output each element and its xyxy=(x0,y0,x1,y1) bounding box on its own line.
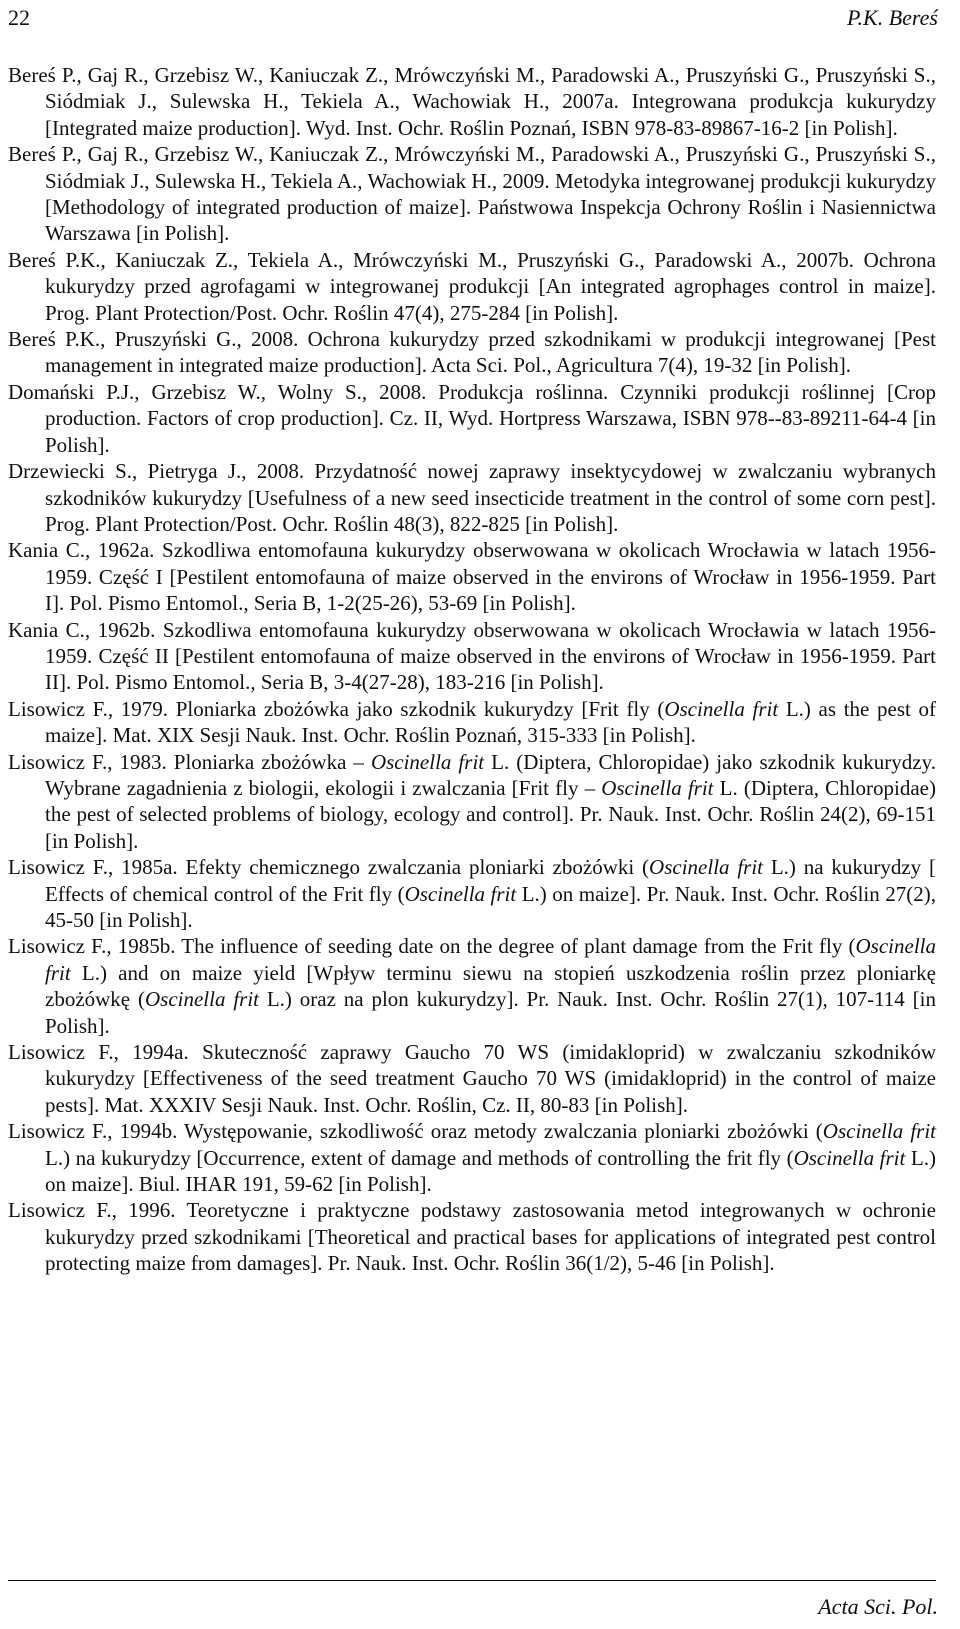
reference-item: Lisowicz F., 1985b. The influence of seeding date on the degree of plant damage from the Frit fly (Oscinella frit L.) and on maize yield [Wpływ terminu siewu na stopień uszkodzenia roślin przez ploniarkę zbożówkę (Oscinella frit L.) oraz na plon kukurydzy]. Pr. Nauk. Inst. Ochr. Roślin 27(1), 107-114 [in Polish]. xyxy=(8,934,936,1038)
reference-item: Bereś P.K., Kaniuczak Z., Tekiela A., Mrówczyński M., Pruszyński G., Paradowski A., 2007b. Ochrona kukurydzy przed agrofagami w integrowanej produkcji [An integrated agrophages control in maize]. Prog. Plant Protection/Post. Ochr. Roślin 47(4), 275-284 [in Polish]. xyxy=(8,247,936,325)
reference-list xyxy=(8,62,936,1277)
reference-item: Lisowicz F., 1994b. Występowanie, szkodliwość oraz metody zwalczania ploniarki zbożówki (Oscinella frit L.) na kukurydzy [Occurrence, extent of damage and methods of controlling the frit fly (Oscinella frit L.) on maize]. Biul. IHAR 191, 59-62 [in Polish]. xyxy=(8,1119,936,1197)
page-header xyxy=(8,0,938,36)
page-number: 22 xyxy=(8,5,30,30)
reference-item: Kania C., 1962b. Szkodliwa entomofauna kukurydzy obserwowana w okolicach Wrocławia w latach 1956-1959. Część II [Pestilent entomofauna of maize observed in the environs of Wrocław in 1956-1959. Part II]. Pol. Pismo Entomol., Seria B, 3-4(27-28), 183-216 [in Polish]. xyxy=(8,617,936,695)
reference-item: Lisowicz F., 1996. Teoretyczne i praktyczne podstawy zastosowania metod integrowanych w ochronie kukurydzy przed szkodnikami [Theoretical and practical bases for applications of integrated pest control protecting maize from damages]. Pr. Nauk. Inst. Ochr. Roślin 36(1/2), 5-46 [in Polish]. xyxy=(8,1198,936,1276)
reference-item: Lisowicz F., 1979. Ploniarka zbożówka jako szkodnik kukurydzy [Frit fly (Oscinella frit L.) as the pest of maize]. Mat. XIX Sesji Nauk. Inst. Ochr. Roślin Poznań, 315-333 [in Polish]. xyxy=(8,696,936,748)
species-name: Oscinella frit xyxy=(601,775,714,800)
species-name: Oscinella frit xyxy=(793,1145,906,1170)
reference-item: Lisowicz F., 1983. Ploniarka zbożówka – Oscinella frit L. (Diptera, Chloropidae) jako szkodnik kukurydzy. Wybrane zagadnienia z biologii, ekologii i zwalczania [Frit fly – Oscinella frit L. (Diptera, Chloropidae) the pest of selected problems of biology, ecology and control]. Pr. Nauk. Inst. Ochr. Roślin 24(2), 69-151 [in Polish]. xyxy=(8,749,936,853)
footer-divider xyxy=(8,1580,936,1581)
species-name: Oscinella frit xyxy=(370,749,485,774)
species-name: Oscinella frit xyxy=(649,855,764,880)
species-name: Oscinella frit xyxy=(45,934,936,985)
reference-item: Bereś P., Gaj R., Grzebisz W., Kaniuczak Z., Mrówczyński M., Paradowski A., Pruszyński G., Pruszyński S., Siódmiak J., Sulewska H., Tekiela A., Wachowiak H., 2009. Metodyka integrowanej produkcji kukurydzy [Methodology of integrated production of maize]. Państwowa Inspekcja Ochrony Roślin i Nasiennictwa Warszawa [in Polish]. xyxy=(8,142,936,246)
species-name: Oscinella frit xyxy=(822,1119,936,1144)
reference-item: Drzewiecki S., Pietryga J., 2008. Przydatność nowej zaprawy insektycydowej w zwalczaniu wybranych szkodników kukurydzy [Usefulness of a new seed insecticide treatment in the control of some corn pest]. Prog. Plant Protection/Post. Ochr. Roślin 48(3), 822-825 [in Polish]. xyxy=(8,459,936,536)
species-name: Oscinella frit xyxy=(144,987,259,1012)
reference-item: Domański P.J., Grzebisz W., Wolny S., 2008. Produkcja roślinna. Czynniki produkcji roślinnej [Crop production. Factors of crop production]. Cz. II, Wyd. Hortpress Warszawa, ISBN 978--83-89211-64-4 [in Polish]. xyxy=(8,379,936,457)
species-name: Oscinella frit xyxy=(664,696,779,721)
reference-item: Lisowicz F., 1994a. Skuteczność zaprawy Gaucho 70 WS (imidakloprid) w zwalczaniu szkodników kukurydzy [Effectiveness of the seed treatment Gaucho 70 WS (imidakloprid) in the control of maize pests]. Mat. XXXIV Sesji Nauk. Inst. Ochr. Roślin, Cz. II, 80-83 [in Polish]. xyxy=(8,1040,936,1117)
reference-item: Bereś P., Gaj R., Grzebisz W., Kaniuczak Z., Mrówczyński M., Paradowski A., Pruszyński G., Pruszyński S., Siódmiak J., Sulewska H., Tekiela A., Wachowiak H., 2007a. Integrowana produkcja kukurydzy [Integrated maize production]. Wyd. Inst. Ochr. Roślin Poznań, ISBN 978-83-89867-16-2 [in Polish]. xyxy=(8,63,936,140)
reference-item: Bereś P.K., Pruszyński G., 2008. Ochrona kukurydzy przed szkodnikami w produkcji integrowanej [Pest management in integrated maize production]. Acta Sci. Pol., Agricultura 7(4), 19-32 [in Polish]. xyxy=(8,327,936,378)
species-name: Oscinella frit xyxy=(404,881,517,906)
footer-journal-name: Acta Sci. Pol. xyxy=(818,1594,938,1619)
running-head-author: P.K. Bereś xyxy=(846,5,938,30)
reference-item: Kania C., 1962a. Szkodliwa entomofauna kukurydzy obserwowana w okolicach Wrocławia w latach 1956-1959. Część I [Pestilent entomofauna of maize observed in the environs of Wrocław in 1956-1959. Part I]. Pol. Pismo Entomol., Seria B, 1-2(25-26), 53-69 [in Polish]. xyxy=(8,538,936,616)
reference-item: Lisowicz F., 1985a. Efekty chemicznego zwalczania ploniarki zbożówki (Oscinella frit L.) na kukurydzy [ Effects of chemical control of the Frit fly (Oscinella frit L.) on maize]. Pr. Nauk. Inst. Ochr. Roślin 27(2), 45-50 [in Polish]. xyxy=(8,855,936,932)
